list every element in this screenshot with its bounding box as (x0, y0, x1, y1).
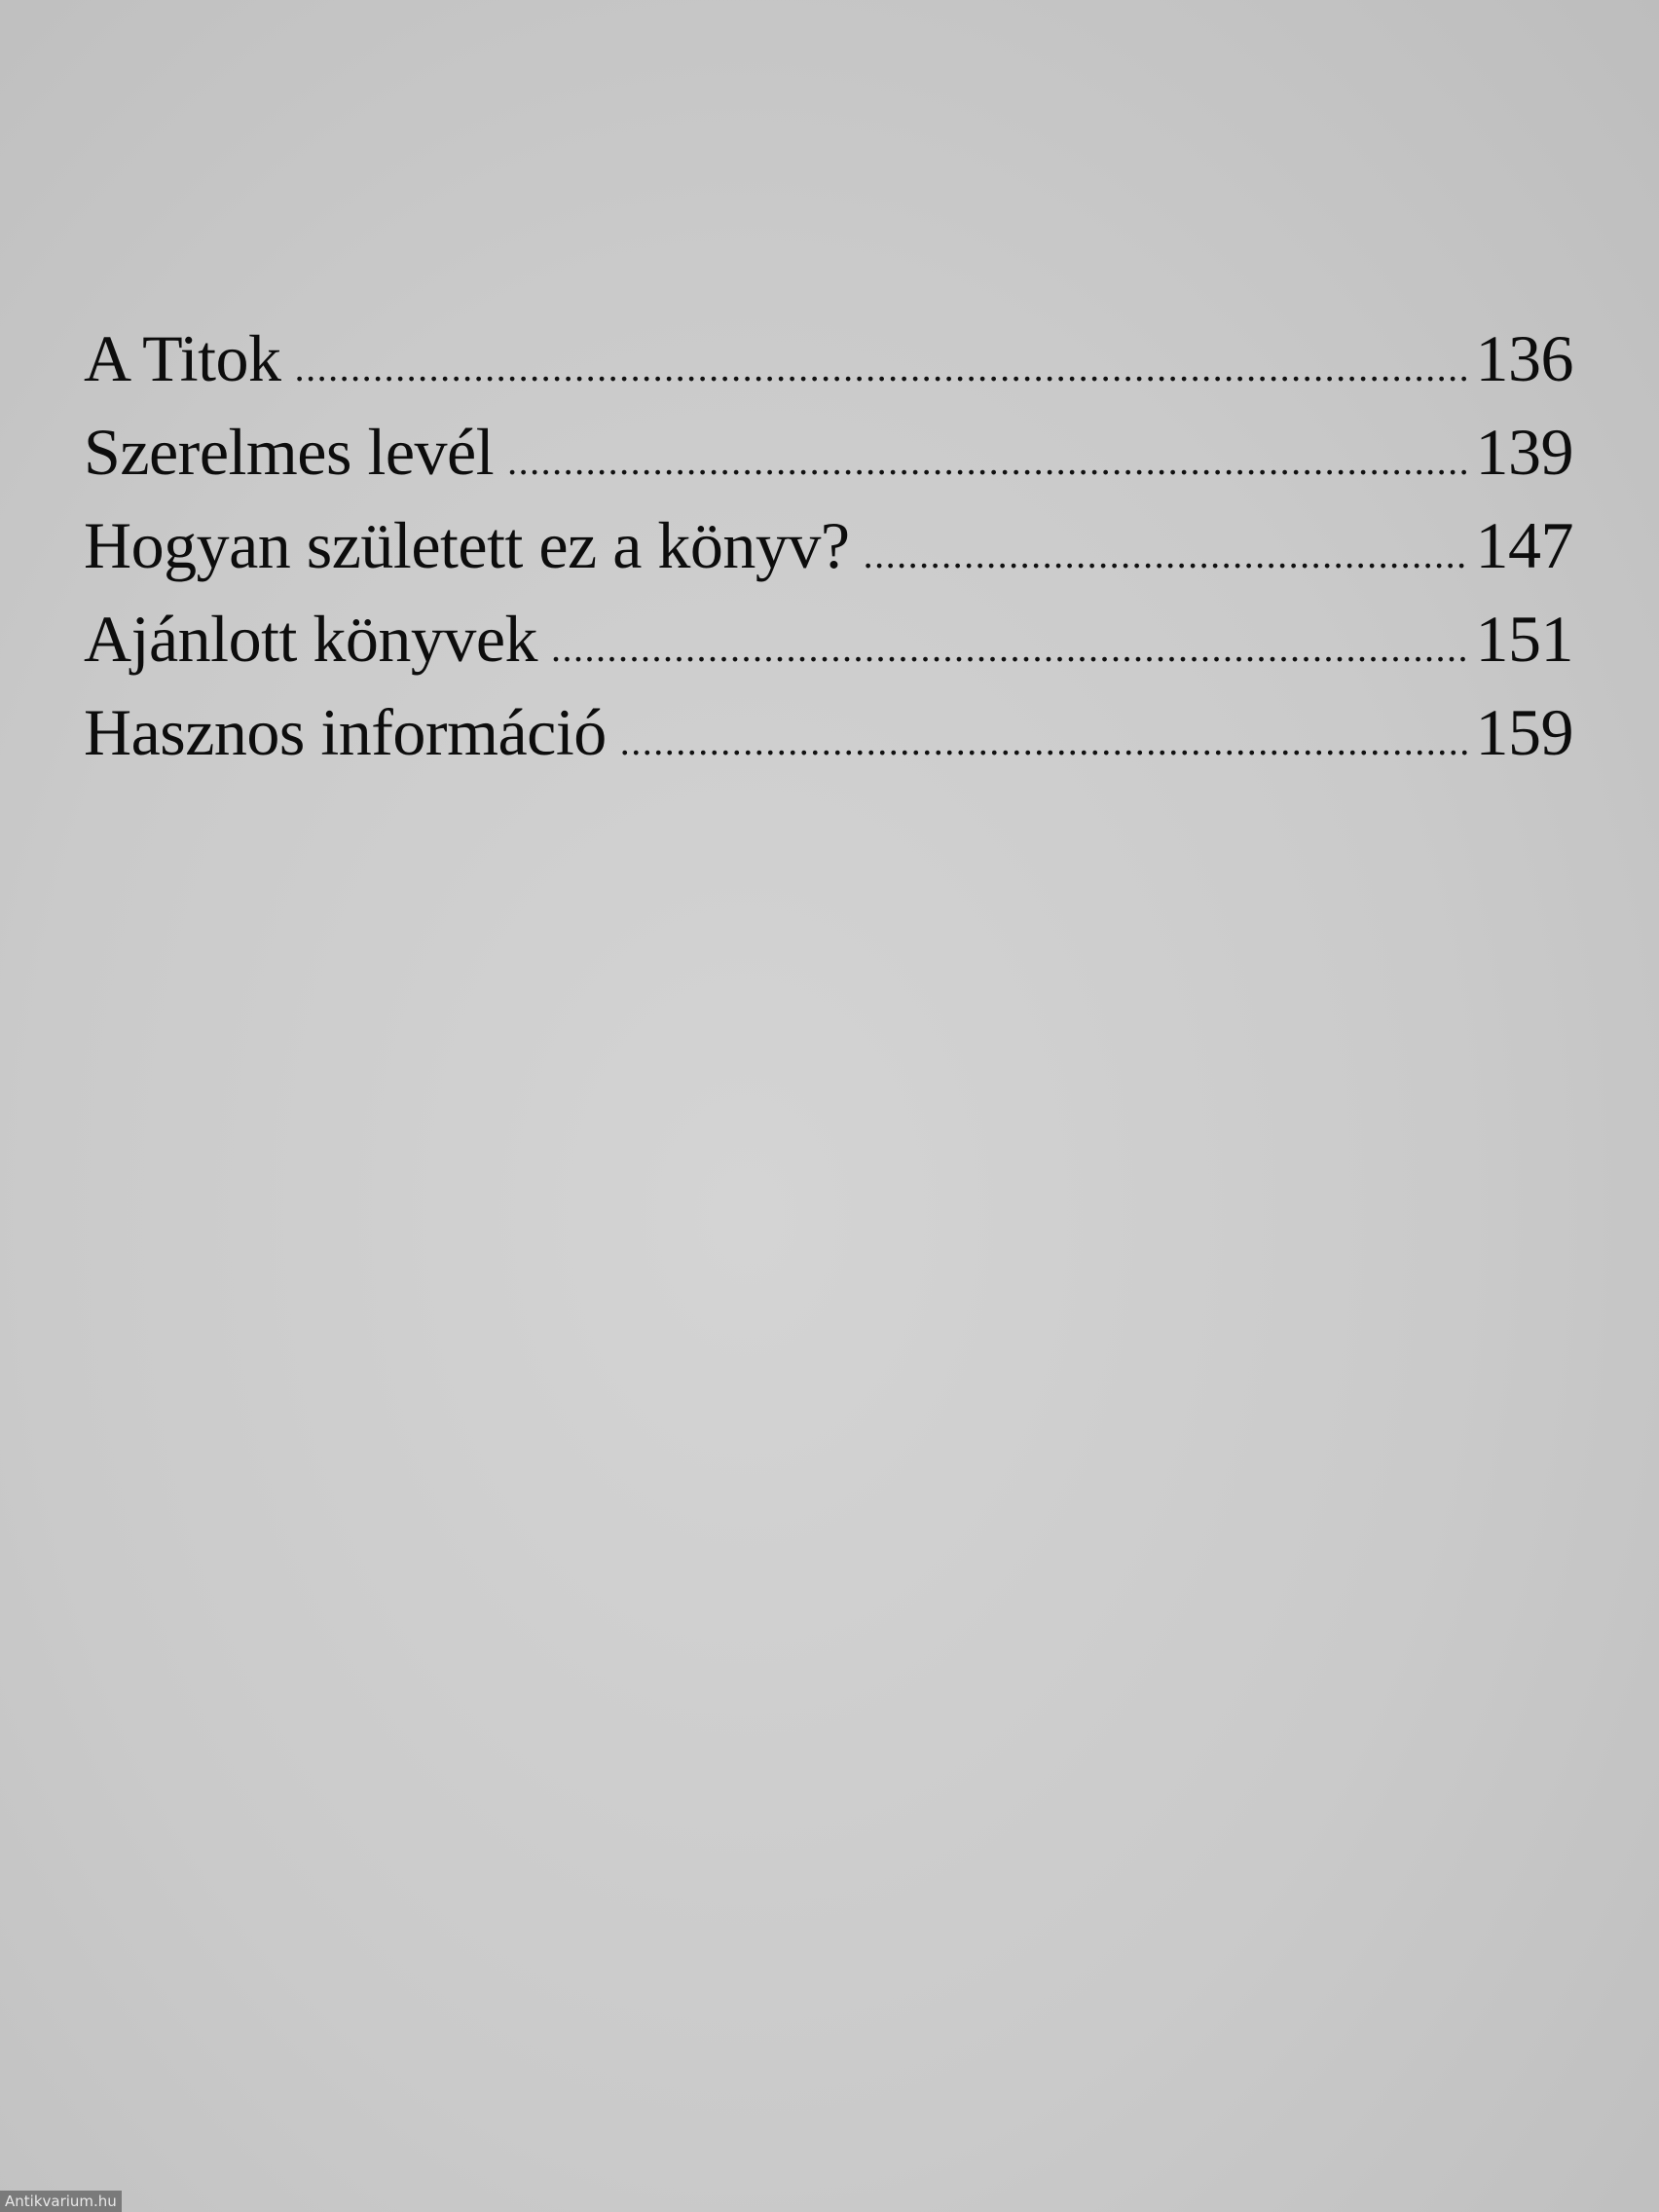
toc-entry-page: 151 (1475, 602, 1573, 676)
toc-entry-title: Hasznos információ (84, 695, 607, 769)
toc-entry-title: A Titok (84, 321, 281, 395)
toc-leader-dots (864, 508, 1468, 602)
toc-leader-dots (551, 602, 1467, 695)
toc-entry-title: Szerelmes levél (84, 415, 495, 489)
table-of-contents (84, 312, 1573, 779)
toc-entry (84, 312, 1573, 405)
toc-entry-title: Ajánlott könyvek (84, 602, 538, 676)
toc-entry (84, 498, 1573, 592)
toc-entry-page: 159 (1475, 695, 1573, 769)
toc-leader-dots (620, 695, 1468, 789)
toc-leader-dots (507, 415, 1467, 508)
toc-leader-dots (295, 321, 1468, 415)
toc-entry (84, 592, 1573, 685)
toc-entry-page: 147 (1475, 508, 1573, 582)
toc-entry (84, 685, 1573, 779)
watermark: Antikvarium.hu (0, 2191, 122, 2212)
toc-entry-page: 136 (1475, 321, 1573, 395)
toc-entry (84, 405, 1573, 498)
toc-entry-title: Hogyan született ez a könyv? (84, 508, 850, 582)
toc-entry-page: 139 (1475, 415, 1573, 489)
